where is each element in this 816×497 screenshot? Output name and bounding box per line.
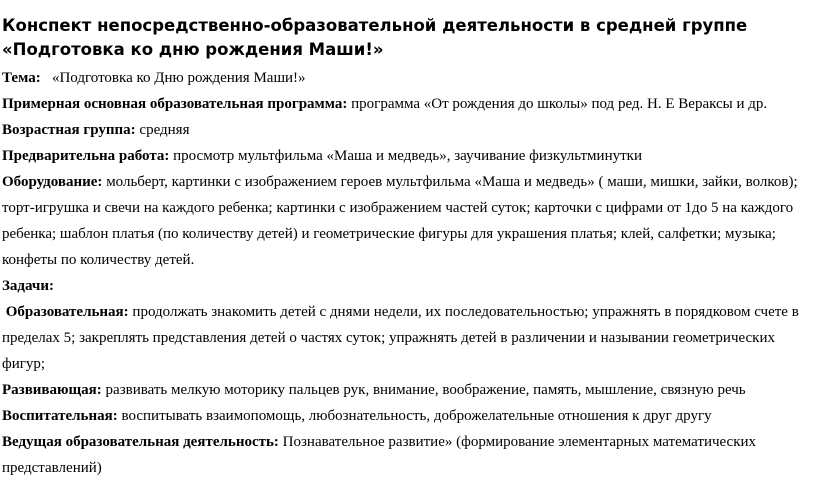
program-value: программа «От рождения до школы» под ред. Н. Е Вераксы и др. (351, 96, 768, 112)
educational-label: Образовательная: (5, 304, 129, 320)
topic-label: Тема: (2, 70, 41, 86)
equipment-value: мольберт, картинки с изображением героев мультфильма «Маша и медведь» ( маши, мишки, зайки, волков); торт-игрушка и свечи на каждого ребенка; картинки с изображением частей суток; карточки с цифрами от 1до 5 на каждого ребенка; шаблон платья (по количеству детей) и геометрические фигуры для украшения платья; клей, салфетки; музыка; конфеты по количеству детей. (2, 174, 798, 268)
developing-label: Развивающая: (2, 382, 102, 398)
preliminary-label: Предварительна работа: (2, 148, 170, 164)
preliminary-line (2, 143, 808, 169)
topic-line (2, 65, 808, 91)
developing-line (2, 377, 808, 403)
leading-value: Познавательное развитие» (формирование элементарных математических представлений) (2, 434, 757, 476)
age-group-value: средняя (139, 122, 190, 138)
upbringing-line (2, 403, 808, 429)
preliminary-value: просмотр мультфильма «Маша и медведь», заучивание физкультминутки (173, 148, 642, 164)
age-group-line (2, 117, 808, 143)
leading-label: Ведущая образовательная деятельность: (2, 434, 279, 450)
upbringing-value: воспитывать взаимопомощь, любознательность, доброжелательные отношения к друг другу (121, 408, 712, 424)
equipment-label: Оборудование: (2, 174, 103, 190)
developing-value: развивать мелкую моторику пальцев рук, внимание, воображение, память, мышление, связную речь (105, 382, 746, 398)
program-line (2, 91, 808, 117)
topic-value: «Подготовка ко Дню рождения Маши!» (51, 70, 306, 86)
tasks-label: Задачи: (2, 278, 55, 294)
equipment-paragraph (2, 169, 808, 273)
tasks-heading (2, 273, 808, 299)
leading-paragraph (2, 429, 808, 481)
age-group-label: Возрастная группа: (2, 122, 136, 138)
educational-paragraph (2, 299, 808, 377)
program-label: Примерная основная образовательная программа: (2, 96, 348, 112)
educational-value: продолжать знакомить детей с днями недели, их последовательностью; упражнять в порядковом счете в пределах 5; закреплять представления детей о частях суток; упражнять детей в различении и назывании геометрических фигур; (2, 304, 799, 372)
upbringing-label: Воспитательная: (2, 408, 118, 424)
document-title: Конспект непосредственно-образовательной деятельности в средней группе «Подготовка ко дню рождения Маши!» (2, 16, 748, 59)
